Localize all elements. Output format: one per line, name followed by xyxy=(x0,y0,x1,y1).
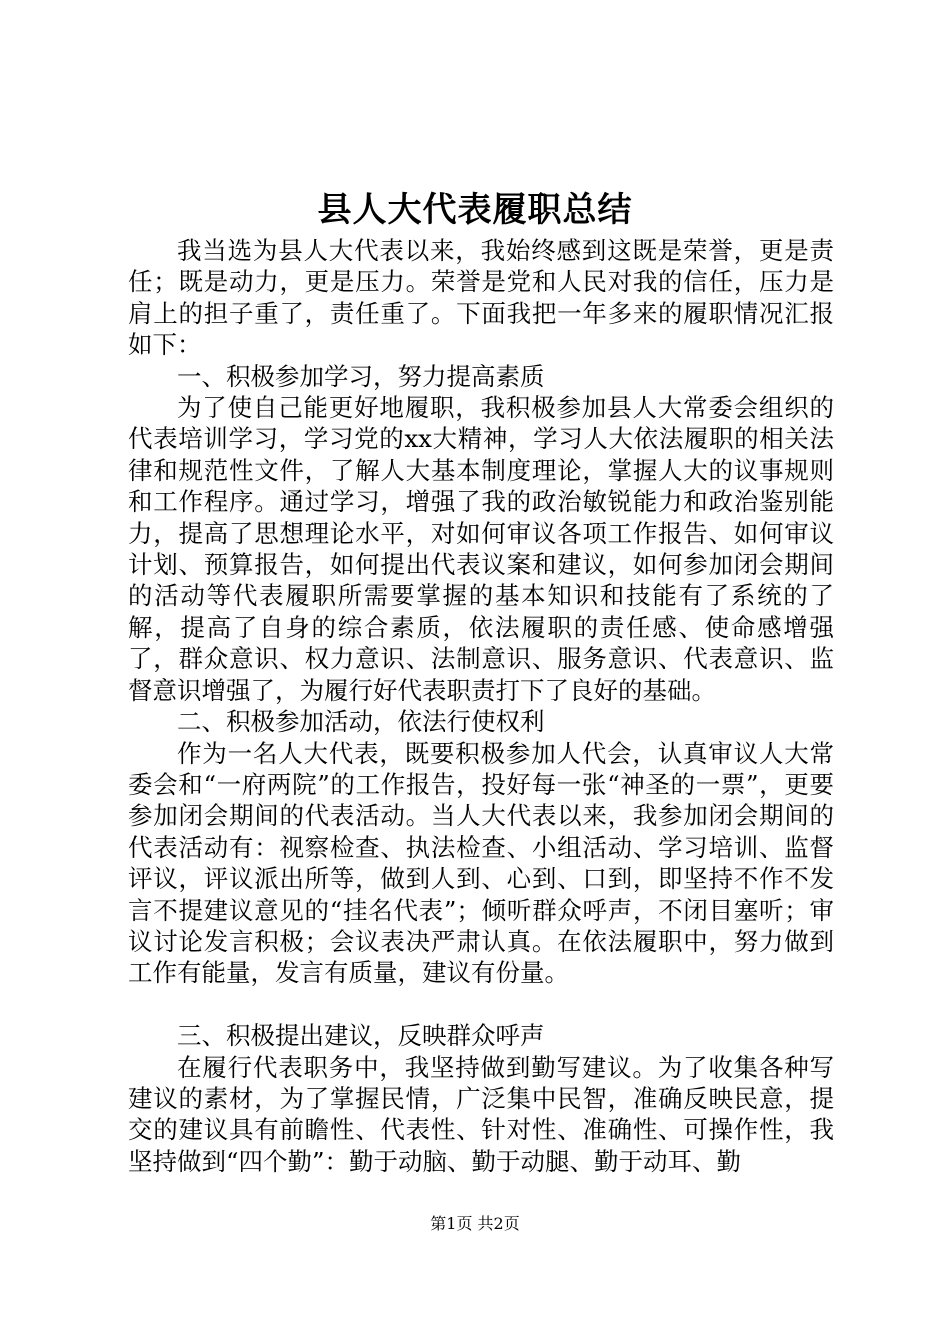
section-heading-2: 二、积极参加活动，依法行使权利 xyxy=(177,707,545,737)
blank-line xyxy=(128,989,834,1020)
section-3-paragraph: 在履行代表职务中，我坚持做到勤写建议。为了收集各种写建议的素材，为了掌握民情，广泛集中民智，准确反映民意，提交的建议具有前瞻性、代表性、针对性、准确性、可操作性，我坚持做到“四个勤”：勤于动脑、勤于动腿、勤于动耳、勤 xyxy=(128,1052,834,1176)
section-heading-1: 一、积极参加学习，努力提高素质 xyxy=(177,361,545,391)
page-number: 第1页 共2页 xyxy=(430,1214,520,1233)
intro-paragraph: 我当选为县人大代表以来，我始终感到这既是荣誉，更是责任；既是动力，更是压力。荣誉是党和人民对我的信任，压力是肩上的担子重了，责任重了。下面我把一年多来的履职情况汇报如下： xyxy=(128,236,834,360)
section-2-paragraph: 作为一名人大代表，既要积极参加人代会，认真审议人大常委会和“一府两院”的工作报告，投好每一张“神圣的一票”，更要参加闭会期间的代表活动。当人大代表以来，我参加闭会期间的代表活动有：视察检查、执法检查、小组活动、学习培训、监督评议，评议派出所等，做到人到、心到、口到，即坚持不作不发言不提建议意见的“挂名代表”；倾听群众呼声，不闭目塞听；审议讨论发言积极；会议表决严肃认真。在依法履职中，努力做到工作有能量，发言有质量，建议有份量。 xyxy=(128,738,834,988)
section-1-paragraph: 为了使自己能更好地履职，我积极参加县人大常委会组织的代表培训学习，学习党的xx大精神，学习人大依法履职的相关法律和规范性文件，了解人大基本制度理论，掌握人大的议事规则和工作程序。通过学习，增强了我的政治敏锐能力和政治鉴别能力，提高了思想理论水平，对如何审议各项工作报告、如何审议计划、预算报告，如何提出代表议案和建议，如何参加闭会期间的活动等代表履职所需要掌握的基本知识和技能有了系统的了解，提高了自身的综合素质，依法履职的责任感、使命感增强了，群众意识、权力意识、法制意识、服务意识、代表意识、监督意识增强了，为履行好代表职责打下了良好的基础。 xyxy=(128,393,834,705)
section-heading-3: 三、积极提出建议，反映群众呼声 xyxy=(177,1021,545,1051)
document-title: 县人大代表履职总结 xyxy=(317,190,633,230)
document-body xyxy=(128,235,834,1177)
